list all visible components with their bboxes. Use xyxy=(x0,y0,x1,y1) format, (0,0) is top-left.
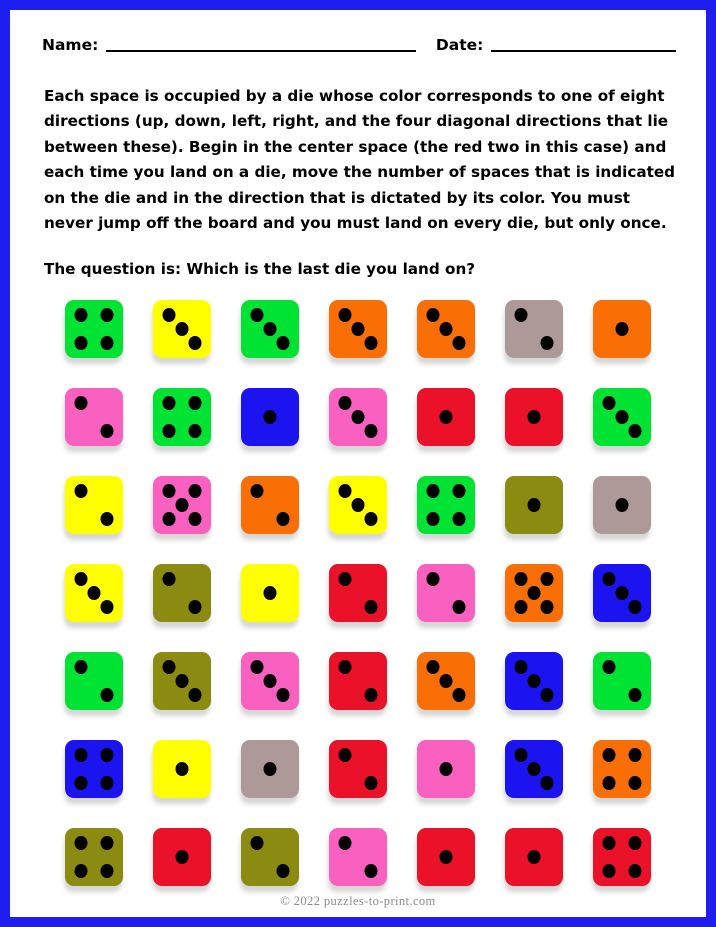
die-r7-c6-red-1 xyxy=(505,828,563,886)
die-pip xyxy=(541,776,554,790)
die-pip xyxy=(602,572,615,586)
die-pip xyxy=(189,688,202,702)
die-pip xyxy=(88,586,101,600)
die-pip xyxy=(602,748,615,762)
die-r6-c3-gray-1 xyxy=(241,740,299,798)
die-r1-c7-orange-1 xyxy=(593,300,651,358)
name-label: Name: xyxy=(42,36,99,54)
die-pip xyxy=(74,748,87,762)
header-row xyxy=(42,36,676,54)
die-pip xyxy=(426,660,439,674)
die-pip xyxy=(277,864,290,878)
die-r3-c3-orange-2 xyxy=(241,476,299,534)
die-pip xyxy=(629,748,642,762)
die-r7-c5-red-1 xyxy=(417,828,475,886)
die-pip xyxy=(602,396,615,410)
die-pip xyxy=(453,688,466,702)
die-r5-c7-green-2 xyxy=(593,652,651,710)
die-r2-c6-red-1 xyxy=(505,388,563,446)
die-r3-c6-olive-1 xyxy=(505,476,563,534)
die-r1-c6-gray-2 xyxy=(505,300,563,358)
die-pip xyxy=(101,600,114,614)
die-pip xyxy=(162,484,175,498)
die-pip xyxy=(352,410,365,424)
die-pip xyxy=(264,322,277,336)
die-pip xyxy=(629,836,642,850)
die-pip xyxy=(365,688,378,702)
die-pip xyxy=(338,660,351,674)
question-text: The question is: Which is the last die you land on? xyxy=(44,260,476,279)
die-pip xyxy=(189,512,202,526)
die-pip xyxy=(74,336,87,350)
die-pip xyxy=(176,762,189,776)
die-pip xyxy=(365,864,378,878)
die-pip xyxy=(426,572,439,586)
die-r6-c6-blue-3 xyxy=(505,740,563,798)
die-pip xyxy=(616,586,629,600)
die-pip xyxy=(74,396,87,410)
die-r7-c4-pink-2 xyxy=(329,828,387,886)
die-pip xyxy=(264,762,277,776)
die-r6-c1-blue-4 xyxy=(65,740,123,798)
die-pip xyxy=(426,308,439,322)
instructions-text: Each space is occupied by a die whose color corresponds to one of eight directions (up, down, left, right, and the four diagonal directions that lie between these). Begin in the center space (the red two in this case) and each time you land on a die, move the number of spaces that is indicated on the die and in the direction that is dictated by its color. You must never jump off the board and you must land on every die, but only once. xyxy=(44,87,676,232)
die-pip xyxy=(101,748,114,762)
die-r1-c5-orange-3 xyxy=(417,300,475,358)
die-pip xyxy=(602,776,615,790)
date-blank-line xyxy=(491,48,676,52)
die-pip xyxy=(101,424,114,438)
die-r3-c5-green-4 xyxy=(417,476,475,534)
die-pip xyxy=(440,762,453,776)
die-pip xyxy=(277,336,290,350)
die-pip xyxy=(277,688,290,702)
die-pip xyxy=(189,336,202,350)
die-pip xyxy=(189,396,202,410)
die-pip xyxy=(250,484,263,498)
die-r2-c3-blue-1 xyxy=(241,388,299,446)
die-pip xyxy=(338,572,351,586)
die-pip xyxy=(74,572,87,586)
die-pip xyxy=(514,600,527,614)
die-pip xyxy=(528,674,541,688)
die-r3-c1-yellow-2 xyxy=(65,476,123,534)
die-pip xyxy=(365,512,378,526)
die-pip xyxy=(250,836,263,850)
die-pip xyxy=(541,572,554,586)
die-pip xyxy=(189,424,202,438)
die-r7-c7-red-4 xyxy=(593,828,651,886)
die-r2-c7-green-3 xyxy=(593,388,651,446)
die-pip xyxy=(101,512,114,526)
die-pip xyxy=(528,586,541,600)
die-pip xyxy=(528,762,541,776)
copyright-footer: © 2022 puzzles-to-print.com xyxy=(280,894,436,908)
die-pip xyxy=(541,688,554,702)
die-pip xyxy=(338,396,351,410)
die-r4-c4-red-2 xyxy=(329,564,387,622)
die-pip xyxy=(101,864,114,878)
die-r4-c2-olive-2 xyxy=(153,564,211,622)
die-pip xyxy=(440,674,453,688)
die-pip xyxy=(629,600,642,614)
die-pip xyxy=(514,572,527,586)
die-pip xyxy=(101,776,114,790)
die-r3-c4-yellow-3 xyxy=(329,476,387,534)
die-pip xyxy=(74,308,87,322)
die-r1-c2-yellow-3 xyxy=(153,300,211,358)
die-pip xyxy=(514,748,527,762)
die-pip xyxy=(264,586,277,600)
die-pip xyxy=(440,410,453,424)
die-pip xyxy=(162,660,175,674)
die-pip xyxy=(176,322,189,336)
die-r4-c1-yellow-3 xyxy=(65,564,123,622)
die-r5-c6-blue-3 xyxy=(505,652,563,710)
die-pip xyxy=(74,484,87,498)
die-pip xyxy=(453,336,466,350)
die-pip xyxy=(162,308,175,322)
die-pip xyxy=(602,836,615,850)
die-r5-c5-orange-3 xyxy=(417,652,475,710)
die-r5-c2-olive-3 xyxy=(153,652,211,710)
die-pip xyxy=(541,600,554,614)
die-pip xyxy=(74,836,87,850)
die-pip xyxy=(74,660,87,674)
die-pip xyxy=(162,396,175,410)
die-r1-c3-green-3 xyxy=(241,300,299,358)
die-pip xyxy=(101,308,114,322)
die-pip xyxy=(440,322,453,336)
die-pip xyxy=(176,498,189,512)
die-pip xyxy=(528,498,541,512)
die-pip xyxy=(602,660,615,674)
name-blank-line xyxy=(106,48,416,52)
die-pip xyxy=(453,484,466,498)
die-pip xyxy=(101,688,114,702)
die-r2-c5-red-1 xyxy=(417,388,475,446)
die-pip xyxy=(162,572,175,586)
die-r3-c7-gray-1 xyxy=(593,476,651,534)
die-pip xyxy=(616,498,629,512)
die-pip xyxy=(189,484,202,498)
die-r2-c2-green-4 xyxy=(153,388,211,446)
die-pip xyxy=(528,850,541,864)
die-r7-c3-olive-2 xyxy=(241,828,299,886)
date-label: Date: xyxy=(435,36,484,54)
die-pip xyxy=(176,850,189,864)
die-pip xyxy=(74,776,87,790)
die-pip xyxy=(338,836,351,850)
die-pip xyxy=(629,776,642,790)
die-r4-c5-pink-2 xyxy=(417,564,475,622)
die-pip xyxy=(541,336,554,350)
die-pip xyxy=(338,748,351,762)
die-r6-c4-red-2 xyxy=(329,740,387,798)
die-r2-c4-pink-3 xyxy=(329,388,387,446)
die-r3-c2-pink-5 xyxy=(153,476,211,534)
die-pip xyxy=(264,674,277,688)
die-pip xyxy=(101,836,114,850)
die-pip xyxy=(629,688,642,702)
die-pip xyxy=(352,498,365,512)
die-pip xyxy=(162,512,175,526)
die-r4-c3-yellow-1 xyxy=(241,564,299,622)
die-r4-c6-orange-5 xyxy=(505,564,563,622)
die-pip xyxy=(365,424,378,438)
die-r5-c4-red-2 xyxy=(329,652,387,710)
die-r7-c1-olive-4 xyxy=(65,828,123,886)
die-pip xyxy=(453,512,466,526)
die-r6-c7-orange-4 xyxy=(593,740,651,798)
die-pip xyxy=(616,322,629,336)
die-pip xyxy=(629,424,642,438)
die-pip xyxy=(365,336,378,350)
die-r6-c2-yellow-1 xyxy=(153,740,211,798)
die-pip xyxy=(162,424,175,438)
die-pip xyxy=(365,600,378,614)
die-r7-c2-red-1 xyxy=(153,828,211,886)
die-r1-c4-orange-3 xyxy=(329,300,387,358)
die-pip xyxy=(352,322,365,336)
die-r4-c7-blue-3 xyxy=(593,564,651,622)
die-pip xyxy=(514,660,527,674)
die-pip xyxy=(426,484,439,498)
die-pip xyxy=(426,512,439,526)
die-pip xyxy=(528,410,541,424)
die-r5-c1-green-2 xyxy=(65,652,123,710)
die-pip xyxy=(629,864,642,878)
die-r2-c1-pink-2 xyxy=(65,388,123,446)
die-r6-c5-pink-1 xyxy=(417,740,475,798)
die-pip xyxy=(250,660,263,674)
die-pip xyxy=(250,308,263,322)
die-pip xyxy=(189,600,202,614)
die-pip xyxy=(602,864,615,878)
die-pip xyxy=(338,308,351,322)
die-pip xyxy=(514,308,527,322)
die-pip xyxy=(74,864,87,878)
dice-grid xyxy=(65,300,651,886)
die-r5-c3-pink-3 xyxy=(241,652,299,710)
die-pip xyxy=(453,600,466,614)
die-pip xyxy=(264,410,277,424)
die-pip xyxy=(440,850,453,864)
die-pip xyxy=(101,336,114,350)
die-pip xyxy=(176,674,189,688)
die-pip xyxy=(338,484,351,498)
die-pip xyxy=(616,410,629,424)
die-r1-c1-green-4 xyxy=(65,300,123,358)
die-pip xyxy=(365,776,378,790)
die-pip xyxy=(277,512,290,526)
